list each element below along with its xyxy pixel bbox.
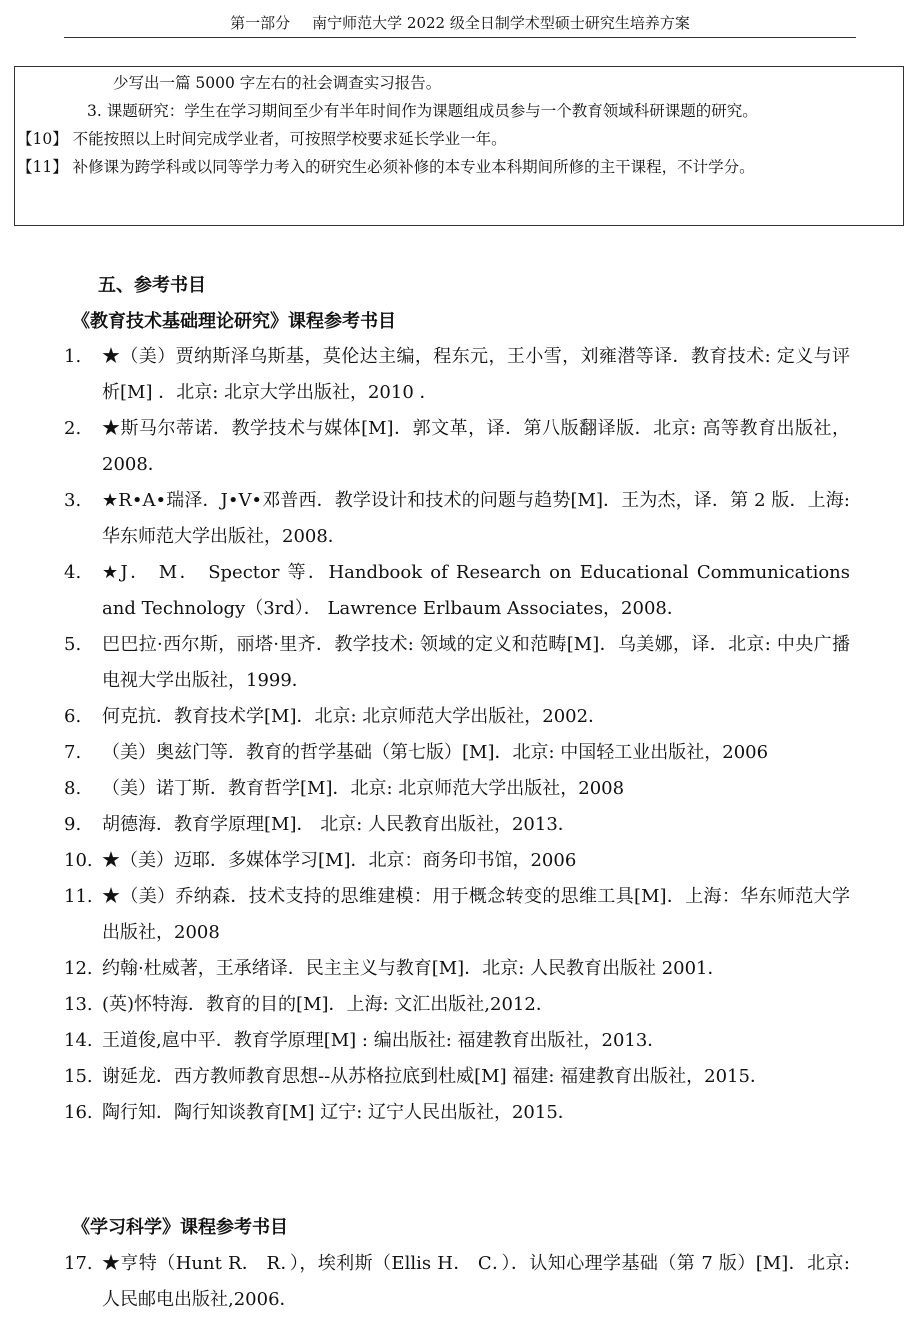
reference-number: 3. — [64, 490, 82, 511]
notes-box — [14, 66, 904, 226]
reference-text: 王道俊,扈中平．教育学原理[M] : 编出版社: 福建教育出版社，2013． — [102, 1030, 666, 1051]
reference-item — [64, 555, 850, 627]
reference-text: 陶行知．陶行知谈教育[M] 辽宁: 辽宁人民出版社，2015． — [102, 1102, 576, 1123]
reference-item — [64, 411, 850, 483]
reference-item — [64, 771, 850, 807]
reference-number: 6. — [64, 706, 82, 727]
reference-number: 12. — [64, 958, 93, 979]
reference-number: 14. — [64, 1030, 93, 1051]
reference-text: 巴巴拉·西尔斯，丽塔·里齐．教学技术: 领域的定义和范畴[M]．乌美娜，译．北京: 中央广播电视大学出版社，1999． — [102, 634, 850, 691]
reference-item — [64, 807, 850, 843]
reference-item — [64, 735, 850, 771]
header-title: 南宁师范大学 2022 级全日制学术型硕士研究生培养方案 — [312, 14, 690, 32]
header-part: 第一部分 — [230, 14, 291, 32]
reference-number: 10. — [64, 850, 93, 871]
reference-item — [64, 699, 850, 735]
reference-item — [64, 843, 850, 879]
reference-number: 7. — [64, 742, 82, 763]
reference-list-edtech — [64, 339, 850, 1131]
reference-text: ★J． M． Spector 等．Handbook of Research on Educational Communications and Technology（3rd）． Lawrence Erlbaum Associates，2008． — [102, 562, 850, 619]
reference-item — [64, 1059, 850, 1095]
reference-item — [64, 339, 850, 411]
reference-item — [64, 987, 850, 1023]
reference-item — [64, 1095, 850, 1131]
reference-text: 胡德海．教育学原理[M]． 北京: 人民教育出版社，2013． — [102, 814, 576, 835]
reference-text: ★（美）迈耶．多媒体学习[M]．北京：商务印书馆，2006 — [102, 850, 577, 871]
reference-item — [64, 483, 850, 555]
reference-text: ★（美）贾纳斯泽乌斯基，莫伦达主编，程东元，王小雪，刘雍潜等译．教育技术: 定义与评析[M] ．北京: 北京大学出版社，2010 ． — [102, 346, 850, 403]
reference-number: 9. — [64, 814, 82, 835]
reference-text: ★（美）乔纳森．技术支持的思维建模：用于概念转变的思维工具[M]．上海：华东师范大学出版社，2008 — [102, 886, 850, 943]
reference-item — [64, 879, 850, 951]
reference-text: ★R•A•瑞泽．J•V•邓普西．教学设计和技术的问题与趋势[M]．王为杰，译．第 2 版．上海: 华东师范大学出版社，2008． — [102, 490, 850, 547]
reference-list-learning-science — [64, 1246, 850, 1318]
reference-item — [64, 1023, 850, 1059]
reference-number: 11. — [64, 886, 93, 907]
reference-text: （美）诺丁斯．教育哲学[M]．北京: 北京师范大学出版社，2008 — [102, 778, 625, 799]
reference-number: 16. — [64, 1102, 93, 1123]
reference-text: ★亨特（Hunt R． R．），埃利斯（Ellis H． C．）．认知心理学基础（第 7 版）[M]．北京: 人民邮电出版社,2006． — [102, 1253, 850, 1310]
reference-text: （美）奥兹门等．教育的哲学基础（第七版）[M]．北京: 中国轻工业出版社，2006 — [102, 742, 769, 763]
reference-item — [64, 1246, 850, 1318]
course-title-learning-science: 《学习科学》课程参考书目 — [72, 1217, 288, 1238]
reference-number: 15. — [64, 1066, 93, 1087]
note-line: 【11】 补修课为跨学科或以同等学力考入的研究生必须补修的本专业本科期间所修的主干课程，不计学分。 — [17, 158, 755, 176]
reference-number: 2. — [64, 418, 82, 439]
reference-item — [64, 951, 850, 987]
course-title-edtech: 《教育技术基础理论研究》课程参考书目 — [72, 311, 396, 332]
reference-text: (英)怀特海．教育的目的[M]．上海: 文汇出版社,2012． — [102, 994, 554, 1015]
note-line: 3. 课题研究：学生在学习期间至少有半年时间作为课题组成员参与一个教育领域科研课题的研究。 — [87, 102, 758, 120]
reference-item — [64, 627, 850, 699]
note-line: 【10】 不能按照以上时间完成学业者，可按照学校要求延长学业一年。 — [17, 130, 507, 148]
reference-number: 5. — [64, 634, 82, 655]
reference-number: 4. — [64, 562, 82, 583]
reference-text: 何克抗．教育技术学[M]．北京: 北京师范大学出版社，2002． — [102, 706, 607, 727]
reference-text: ★斯马尔蒂诺．教学技术与媒体[M]．郭文革，译．第八版翻译版．北京: 高等教育出版社，2008． — [102, 418, 850, 475]
note-line: 少写出一篇 5000 字左右的社会调查实习报告。 — [113, 74, 442, 92]
reference-number: 1. — [64, 346, 82, 367]
reference-number: 13. — [64, 994, 93, 1015]
page-header — [64, 13, 856, 38]
section-title: 五、参考书目 — [98, 275, 206, 296]
reference-text: 约翰·杜威著，王承绪译．民主主义与教育[M]．北京: 人民教育出版社 2001． — [102, 958, 726, 979]
reference-number: 17. — [64, 1253, 93, 1274]
reference-number: 8. — [64, 778, 82, 799]
reference-text: 谢延龙．西方教师教育思想--从苏格拉底到杜威[M] 福建: 福建教育出版社，2015． — [102, 1066, 768, 1087]
